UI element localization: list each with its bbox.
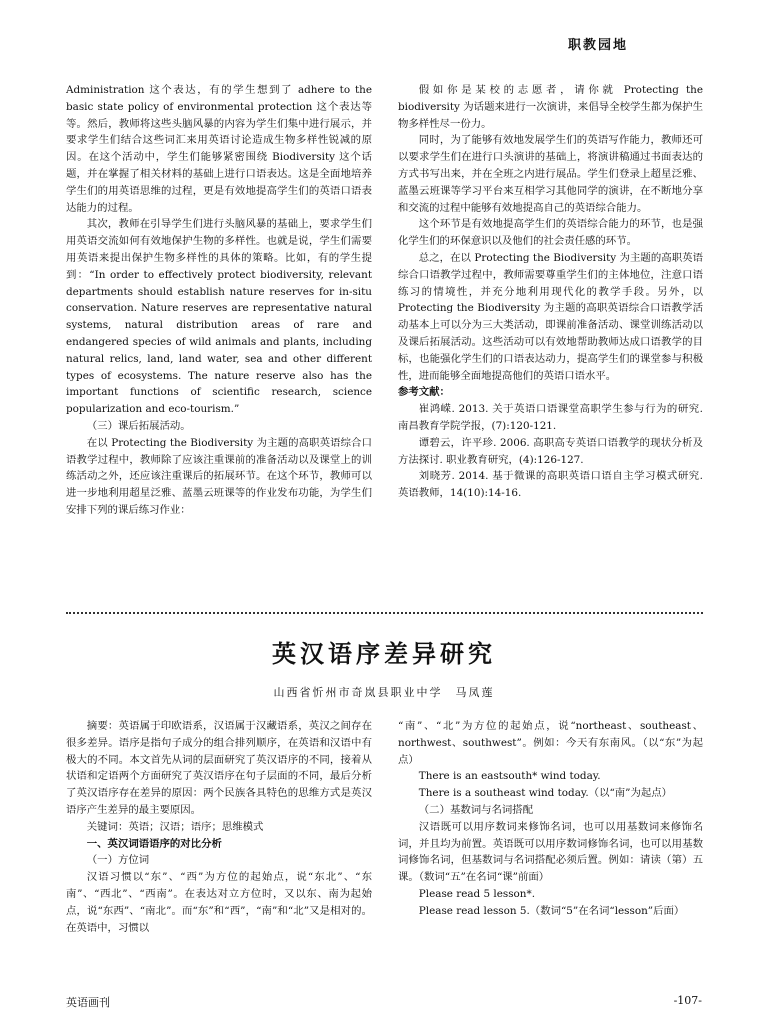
paragraph: （二）基数词与名词搭配 (418, 803, 534, 816)
paragraph: 汉语习惯以“东”、“西”为方位的起始点，说“东北”、“东南”、“西北”、“西南”。在表达对立方位时，又以东、南为起始点，说“东西”、“南北”。而“东”和“西”，“南”和“北”又是相对的。在英语中，习惯以 (66, 871, 372, 934)
article-divider (66, 612, 703, 614)
paragraph: 在以 Protecting the Biodiversity 为主题的高职英语综合口语教学过程中，教师除了应该注重课前的准备活动以及课堂上的训练活动之外，还应该注重课后的拓展环节。在这个环节，教师可以进一步地利用超星泛雅、蓝墨云班课等的作业发布功能，为学生们安排下列的课后练习作业： (66, 436, 372, 516)
article-title: 英汉语序差异研究 (272, 640, 496, 668)
paragraph: 刘晓芳. 2014. 基于微课的高职英语口语自主学习模式研究. 英语教师，14(10):14-16. (398, 470, 703, 500)
top-right-column (398, 82, 703, 502)
paragraph: 谭碧云，许平珍. 2006. 高职高专英语口语教学的现状分析及方法探讨. 职业教育研究，(4):126-127. (398, 436, 703, 466)
top-left-column (66, 82, 372, 519)
section-heading: 一、英汉词语语序的对比分析 (66, 837, 222, 850)
paragraph: 崔鸿嵘. 2013. 关于英语口语课堂高职学生参与行为的研究. 南昌教育学院学报，(7):120-121. (398, 403, 703, 432)
paragraph: There is a southeast wind today.（以“南”为起点） (418, 787, 673, 800)
article-byline: 山西省忻州市奇岚县职业中学 马凤莲 (273, 686, 495, 699)
journal-name: 英语画刊 (66, 996, 110, 1009)
paragraph: 汉语既可以用序数词来修饰名词，也可以用基数词来修饰名词，并且均为前置。英语既可以用序数词修饰名词，也可以用基数词修饰名词，但基数词与名词搭配必须后置。例如：请读（第）五课。（数词“五”在名词“课”前面） (398, 820, 703, 884)
section-header: 职教园地 (567, 38, 628, 53)
paragraph: 关键词：英语；汉语；语序；思维模式 (86, 820, 264, 833)
paragraph: Please read lesson 5.（数词“5”在名词“lesson”后面） (418, 904, 685, 917)
paragraph: “南”、“北”为方位的起始点，说“northeast、southeast、northwest、southwest”。例如：今天有东南风。（以“东”为起点） (398, 720, 703, 766)
section-heading: 参考文献： (398, 386, 450, 399)
bottom-right-column (398, 718, 703, 920)
paragraph: Administration 这个表达，有的学生想到了 adhere to the basic state policy of environmental protection 这个表达等等。然后，教师将这些头脑风暴的内容为学生们集中进行展示，并要求学生们结合这些词汇来用英语讨论造成生物多样性锐减的原因。在这个活动中，学生们能够紧密围绕 Biodiversity 这个话题，并在掌握了相关材料的基础上进行口语表达。这是全面地培养学生们的用英语思维的过程，更是有效地提高学生们的英语口语表达能力的过程。 (66, 84, 372, 214)
page-number: -107- (673, 994, 702, 1007)
paragraph: 同时，为了能够有效地发展学生们的英语写作能力，教师还可以要求学生们在进行口头演讲的基础上，将演讲稿通过书面表达的方式书写出来，并在全班之内进行展品。学生们登录上超星泛雅、蓝墨云班课等学习平台来互相学习其他同学的演讲，在不断地分享和交流的过程中能够有效地提高自己的英语综合能力。 (398, 134, 703, 214)
paragraph: There is an eastsouth* wind today. (418, 770, 601, 783)
paragraph: （一）方位词 (86, 854, 150, 867)
paragraph: 总之，在以 Protecting the Biodiversity 为主题的高职英语综合口语教学过程中，教师需要尊重学生们的主体地位，注意口语练习的情境性，并充分地利用现代化的教学手段。另外，以 Protecting the Biodiversity 为主题的高职英语综合口语教学活动基本上可以分为三大类活动，即课前准备活动、课堂训练活动以及课后拓展活动。这些活动可以有效地帮助教师达成口语教学的目标，也能强化学生们的口语表达动力，提高学生们的课堂参与积极性，进而能够全面地提高他们的英语口语水平。 (398, 251, 703, 382)
paragraph: 其次，教师在引导学生们进行头脑风暴的基础上，要求学生们用英语交流如何有效地保护生物的多样性。也就是说，学生们需要用英语来提出保护生物多样性的具体的策略。比如，有的学生提到：“In order to effectively protect biodiversity, relevant departments should establish nature reserves for in-situ conservation. Nature reserves are representative natural systems, natural distribution areas of rare and endangered species of wild animals and plants, including natural relics, land, land water, sea and other different types of ecosystems. The nature reserve also has the important functions of scientific research, science popularization and eco-tourism.” (66, 218, 372, 416)
paragraph: 摘要：英语属于印欧语系，汉语属于汉藏语系，英汉之间存在很多差异。语序是指句子成分的组合排列顺序，在英语和汉语中有极大的不同。本文首先从词的层面研究了英汉语序的不同，接着从状语和定语两个方面研究了英汉语序在句子层面的不同，最后分析了英汉语序存在差异的原因：两个民族各具特色的思维方式是英汉语序产生差异的最主要原因。 (66, 720, 372, 816)
paragraph: Please read 5 lesson*. (418, 887, 536, 900)
paragraph: （三）课后拓展活动。 (86, 419, 191, 432)
bottom-left-column (66, 718, 372, 936)
paragraph: 假如你是某校的志愿者，请你就 Protecting the biodiversity 为话题来进行一次演讲，来倡导全校学生都为保护生物多样性尽一份力。 (398, 84, 703, 130)
paragraph: 这个环节是有效地提高学生们的英语综合能力的环节，也是强化学生们的环保意识以及他们的社会责任感的环节。 (398, 218, 703, 248)
